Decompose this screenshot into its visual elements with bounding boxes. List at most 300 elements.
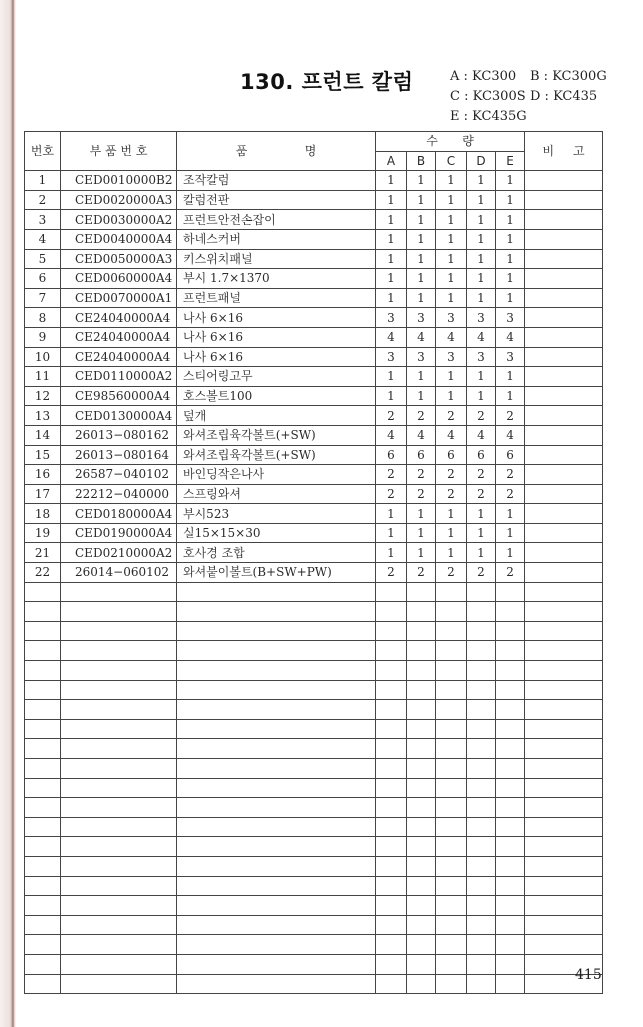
cell-part-no: 26013−080162 [61,425,177,445]
cell-qty: 1 [376,210,407,230]
cell-empty [61,759,177,779]
cell-name: 부시523 [177,504,376,524]
cell-qty: 1 [376,543,407,563]
cell-empty [525,719,603,739]
cell-qty: 1 [407,288,436,308]
cell-empty [407,817,436,837]
cell-qty: 6 [496,445,525,465]
cell-empty [467,739,496,759]
cell-empty [467,876,496,896]
cell-empty [467,719,496,739]
cell-qty: 2 [496,563,525,583]
cell-part-no: CED0180000A4 [61,504,177,524]
table-row [25,190,603,210]
empty-row [25,778,603,798]
cell-note [525,367,603,387]
empty-row [25,974,603,994]
empty-row [25,896,603,916]
cell-note [525,347,603,367]
cell-qty: 1 [376,171,407,191]
cell-part-no: CED0190000A4 [61,523,177,543]
cell-empty [436,974,467,994]
empty-row [25,641,603,661]
cell-qty: 1 [376,523,407,543]
cell-empty [407,798,436,818]
cell-qty: 1 [467,229,496,249]
header-name-1: 품 [235,144,248,159]
cell-empty [525,935,603,955]
empty-row [25,739,603,759]
cell-empty [525,582,603,602]
table-header-row [25,132,603,152]
table-row [25,445,603,465]
cell-qty: 1 [496,171,525,191]
cell-empty [467,661,496,681]
cell-qty: 1 [436,543,467,563]
cell-empty [496,974,525,994]
cell-qty: 1 [376,190,407,210]
cell-name: 바인딩작은나사 [177,465,376,485]
cell-qty: 3 [436,347,467,367]
cell-qty: 1 [467,269,496,289]
cell-empty [177,582,376,602]
cell-qty: 3 [407,308,436,328]
cell-empty [407,935,436,955]
cell-qty: 1 [407,249,436,269]
cell-qty: 2 [467,465,496,485]
cell-qty: 1 [467,210,496,230]
cell-qty: 1 [376,504,407,524]
cell-no: 21 [25,543,61,563]
cell-name: 하네스커버 [177,229,376,249]
cell-note [525,386,603,406]
cell-empty [177,621,376,641]
cell-empty [436,680,467,700]
cell-empty [25,876,61,896]
cell-empty [177,915,376,935]
cell-empty [25,935,61,955]
cell-empty [61,817,177,837]
cell-qty: 1 [407,210,436,230]
cell-empty [496,856,525,876]
cell-empty [436,954,467,974]
cell-empty [61,915,177,935]
cell-qty: 4 [496,327,525,347]
cell-empty [376,700,407,720]
cell-qty: 6 [407,445,436,465]
cell-note [525,543,603,563]
cell-empty [25,739,61,759]
cell-qty: 1 [467,367,496,387]
cell-part-no: 26587−040102 [61,465,177,485]
cell-qty: 1 [436,523,467,543]
cell-empty [61,837,177,857]
cell-part-no: CE24040000A4 [61,347,177,367]
empty-row [25,602,603,622]
cell-empty [525,739,603,759]
table-row [25,367,603,387]
cell-qty: 1 [436,171,467,191]
cell-empty [25,817,61,837]
header-note-2: 고 [572,144,585,159]
cell-empty [436,621,467,641]
cell-note [525,327,603,347]
cell-empty [467,954,496,974]
cell-qty: 4 [496,425,525,445]
empty-row [25,876,603,896]
cell-qty: 1 [436,190,467,210]
cell-note [525,504,603,524]
cell-no: 2 [25,190,61,210]
cell-qty: 2 [496,465,525,485]
cell-part-no: CED0030000A2 [61,210,177,230]
cell-qty: 1 [496,210,525,230]
cell-empty [467,680,496,700]
cell-empty [496,739,525,759]
cell-empty [407,739,436,759]
cell-qty: 2 [376,465,407,485]
cell-empty [177,759,376,779]
cell-qty: 1 [376,229,407,249]
cell-empty [407,778,436,798]
cell-qty: 3 [467,308,496,328]
cell-empty [496,837,525,857]
cell-note [525,563,603,583]
empty-row [25,759,603,779]
empty-row [25,915,603,935]
cell-empty [177,778,376,798]
cell-no: 15 [25,445,61,465]
cell-qty: 2 [467,406,496,426]
header-qty [376,132,525,152]
cell-empty [496,700,525,720]
cell-note [525,523,603,543]
header-qty-c: C [436,151,467,171]
cell-empty [436,817,467,837]
cell-qty: 1 [436,288,467,308]
cell-qty: 1 [407,504,436,524]
cell-empty [25,954,61,974]
cell-qty: 1 [436,504,467,524]
empty-row [25,856,603,876]
cell-empty [525,759,603,779]
cell-empty [376,621,407,641]
cell-empty [436,778,467,798]
table-row [25,504,603,524]
cell-empty [467,935,496,955]
cell-qty: 1 [376,367,407,387]
cell-empty [376,896,407,916]
cell-empty [61,700,177,720]
cell-empty [496,641,525,661]
cell-empty [61,954,177,974]
cell-empty [61,719,177,739]
cell-empty [25,856,61,876]
cell-empty [467,817,496,837]
cell-empty [376,602,407,622]
cell-note [525,210,603,230]
cell-qty: 1 [467,171,496,191]
cell-empty [376,954,407,974]
cell-empty [177,798,376,818]
cell-no: 10 [25,347,61,367]
cell-qty: 2 [467,563,496,583]
cell-empty [61,974,177,994]
cell-empty [61,602,177,622]
header-qty-e: E [496,151,525,171]
cell-qty: 2 [436,484,467,504]
table-row [25,543,603,563]
cell-empty [407,974,436,994]
cell-qty: 1 [496,249,525,269]
cell-empty [61,641,177,661]
model-b: B : KC300G [530,69,607,84]
cell-note [525,190,603,210]
cell-part-no: CED0050000A3 [61,249,177,269]
cell-empty [376,739,407,759]
cell-note [525,269,603,289]
cell-empty [525,837,603,857]
cell-empty [496,759,525,779]
cell-empty [467,896,496,916]
cell-empty [525,602,603,622]
header-no: 번호 [25,132,61,171]
cell-empty [407,621,436,641]
table-row [25,347,603,367]
cell-empty [61,935,177,955]
cell-empty [436,837,467,857]
cell-empty [25,915,61,935]
cell-empty [376,680,407,700]
cell-empty [376,817,407,837]
cell-note [525,445,603,465]
cell-qty: 3 [436,308,467,328]
cell-empty [376,915,407,935]
cell-qty: 1 [496,386,525,406]
cell-empty [436,915,467,935]
cell-empty [496,621,525,641]
cell-empty [467,856,496,876]
cell-empty [61,896,177,916]
cell-qty: 1 [496,269,525,289]
cell-name: 와셔조립육각볼트(+SW) [177,425,376,445]
cell-qty: 2 [407,484,436,504]
cell-qty: 1 [407,229,436,249]
cell-qty: 2 [436,406,467,426]
cell-empty [177,641,376,661]
cell-no: 19 [25,523,61,543]
cell-empty [525,798,603,818]
cell-no: 7 [25,288,61,308]
cell-qty: 1 [496,190,525,210]
cell-empty [467,641,496,661]
header-qty-a: A [376,151,407,171]
cell-qty: 1 [467,249,496,269]
table-row [25,269,603,289]
table-row [25,210,603,230]
cell-empty [376,641,407,661]
cell-qty: 1 [407,386,436,406]
cell-name: 나사 6×16 [177,327,376,347]
header-note [525,132,603,171]
cell-empty [61,778,177,798]
cell-qty: 1 [496,288,525,308]
cell-empty [25,661,61,681]
table-row [25,229,603,249]
cell-part-no: 22212−040000 [61,484,177,504]
cell-empty [177,876,376,896]
cell-empty [436,661,467,681]
cell-empty [177,680,376,700]
cell-empty [407,680,436,700]
cell-qty: 1 [407,171,436,191]
cell-empty [407,856,436,876]
cell-empty [61,856,177,876]
cell-note [525,465,603,485]
cell-empty [436,856,467,876]
table-row [25,386,603,406]
parts-table [24,131,603,994]
cell-empty [61,621,177,641]
cell-empty [407,661,436,681]
cell-empty [525,680,603,700]
cell-empty [407,719,436,739]
cell-qty: 1 [376,249,407,269]
cell-qty: 6 [436,445,467,465]
cell-name: 와셔조립육각볼트(+SW) [177,445,376,465]
cell-name: 프런트안전손잡이 [177,210,376,230]
cell-empty [467,974,496,994]
cell-empty [376,582,407,602]
cell-empty [25,798,61,818]
cell-empty [376,759,407,779]
cell-qty: 2 [436,563,467,583]
cell-empty [436,582,467,602]
cell-qty: 1 [496,504,525,524]
cell-empty [467,798,496,818]
cell-empty [61,680,177,700]
cell-empty [436,935,467,955]
cell-part-no: CED0110000A2 [61,367,177,387]
header-part-no: 부 품 번 호 [61,132,177,171]
cell-empty [177,719,376,739]
cell-no: 8 [25,308,61,328]
cell-name: 프런트패널 [177,288,376,308]
cell-empty [407,641,436,661]
cell-empty [177,700,376,720]
cell-qty: 1 [407,269,436,289]
cell-empty [25,700,61,720]
cell-no: 17 [25,484,61,504]
cell-name: 호사경 조합 [177,543,376,563]
cell-empty [25,719,61,739]
cell-empty [496,915,525,935]
cell-qty: 3 [496,347,525,367]
cell-qty: 1 [436,249,467,269]
cell-qty: 4 [376,327,407,347]
cell-empty [177,661,376,681]
table-row [25,406,603,426]
cell-part-no: CED0020000A3 [61,190,177,210]
cell-empty [177,837,376,857]
cell-empty [407,837,436,857]
cell-part-no: CED0040000A4 [61,229,177,249]
cell-empty [61,582,177,602]
cell-empty [376,798,407,818]
cell-empty [376,974,407,994]
cell-empty [25,602,61,622]
cell-empty [496,582,525,602]
cell-name: 조작칼럼 [177,171,376,191]
cell-empty [25,641,61,661]
cell-no: 13 [25,406,61,426]
cell-empty [25,837,61,857]
empty-row [25,700,603,720]
cell-empty [496,798,525,818]
cell-name: 나사 6×16 [177,347,376,367]
model-a: A : KC300 [450,69,517,84]
cell-qty: 6 [467,445,496,465]
cell-empty [376,876,407,896]
empty-row [25,582,603,602]
cell-no: 9 [25,327,61,347]
cell-no: 11 [25,367,61,387]
header-qty-1: 수 [426,134,438,149]
cell-qty: 1 [496,523,525,543]
cell-empty [407,602,436,622]
cell-empty [25,582,61,602]
cell-empty [407,700,436,720]
table-row [25,249,603,269]
table-row [25,465,603,485]
cell-empty [496,954,525,974]
cell-empty [25,759,61,779]
cell-note [525,288,603,308]
cell-empty [177,935,376,955]
cell-qty: 1 [436,386,467,406]
cell-qty: 2 [436,465,467,485]
cell-part-no: CED0070000A1 [61,288,177,308]
cell-qty: 4 [407,425,436,445]
cell-empty [525,621,603,641]
cell-empty [25,974,61,994]
cell-empty [407,954,436,974]
cell-empty [25,896,61,916]
header-note-1: 비 [542,144,555,159]
cell-empty [177,817,376,837]
cell-empty [467,915,496,935]
cell-empty [467,621,496,641]
cell-empty [496,935,525,955]
cell-qty: 1 [436,210,467,230]
cell-empty [436,876,467,896]
cell-empty [525,641,603,661]
empty-row [25,935,603,955]
cell-qty: 4 [436,327,467,347]
cell-part-no: CE98560000A4 [61,386,177,406]
cell-qty: 4 [407,327,436,347]
cell-empty [525,778,603,798]
cell-empty [436,719,467,739]
cell-empty [496,896,525,916]
cell-empty [496,661,525,681]
cell-qty: 2 [496,406,525,426]
cell-empty [407,876,436,896]
cell-empty [376,778,407,798]
cell-empty [525,856,603,876]
cell-empty [436,602,467,622]
cell-qty: 1 [436,367,467,387]
